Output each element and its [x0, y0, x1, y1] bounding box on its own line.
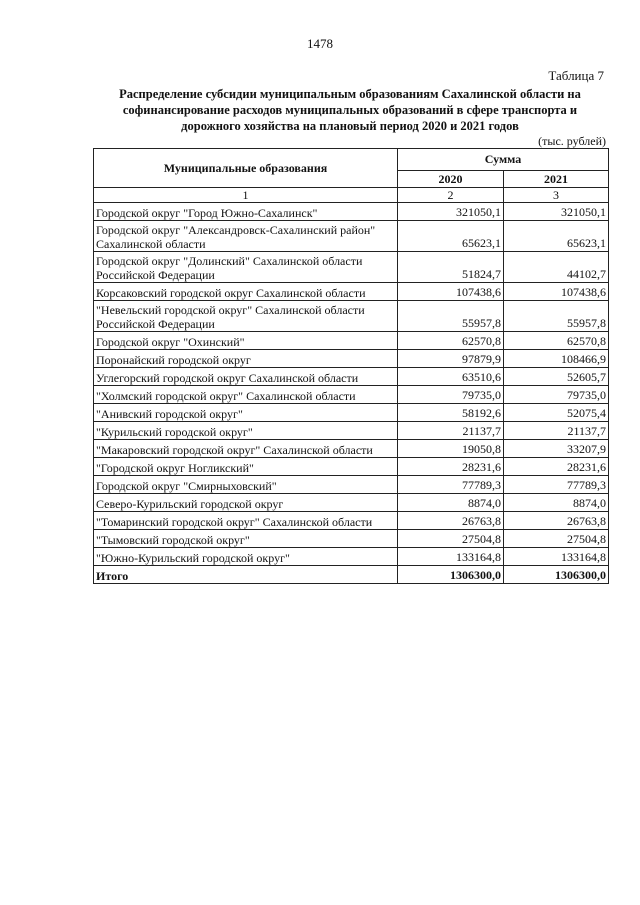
value-2021: 27504,8 [504, 530, 609, 548]
header-year-2021: 2021 [504, 171, 609, 188]
value-2021: 33207,9 [504, 440, 609, 458]
municipality-name: Городской округ "Смирныховский" [94, 476, 398, 494]
total-2020: 1306300,0 [398, 566, 504, 584]
table-row [94, 386, 609, 404]
municipality-name: Городской округ "Александровск-Сахалинский район" Сахалинской области [94, 221, 398, 252]
page-number: 1478 [307, 36, 333, 51]
table-row [94, 440, 609, 458]
table-row [94, 301, 609, 332]
document-title [100, 86, 600, 134]
value-2020: 27504,8 [398, 530, 504, 548]
table-row [94, 203, 609, 221]
column-index: 3 [504, 188, 609, 203]
value-2021: 65623,1 [504, 221, 609, 252]
municipality-name: Поронайский городской округ [94, 350, 398, 368]
table-row [94, 332, 609, 350]
value-2021: 8874,0 [504, 494, 609, 512]
value-2020: 79735,0 [398, 386, 504, 404]
table-row [94, 368, 609, 386]
value-2020: 58192,6 [398, 404, 504, 422]
table-row [94, 252, 609, 283]
value-2020: 63510,6 [398, 368, 504, 386]
table-row [94, 404, 609, 422]
value-2020: 77789,3 [398, 476, 504, 494]
subsidy-table [93, 148, 609, 584]
column-index: 2 [398, 188, 504, 203]
municipality-name: "Холмский городской округ" Сахалинской области [94, 386, 398, 404]
value-2021: 52605,7 [504, 368, 609, 386]
header-year-2020: 2020 [398, 171, 504, 188]
title-line: Распределение субсидии муниципальным образованиям Сахалинской области на [119, 87, 581, 101]
value-2021: 26763,8 [504, 512, 609, 530]
column-index: 1 [94, 188, 398, 203]
value-2020: 51824,7 [398, 252, 504, 283]
value-2021: 21137,7 [504, 422, 609, 440]
table-row [94, 530, 609, 548]
table-row [94, 350, 609, 368]
table-row [94, 494, 609, 512]
municipality-name: "Анивский городской округ" [94, 404, 398, 422]
table-row [94, 422, 609, 440]
header-sum: Сумма [398, 149, 609, 171]
column-index-row [94, 188, 609, 203]
total-label: Итого [94, 566, 398, 584]
table-body [94, 203, 609, 566]
value-2020: 28231,6 [398, 458, 504, 476]
table-row [94, 548, 609, 566]
value-2020: 19050,8 [398, 440, 504, 458]
header-municipalities: Муниципальные образования [94, 149, 398, 188]
municipality-name: Городской округ "Город Южно-Сахалинск" [94, 203, 398, 221]
value-2021: 79735,0 [504, 386, 609, 404]
table-label: Таблица 7 [548, 68, 604, 83]
value-2020: 26763,8 [398, 512, 504, 530]
table-row [94, 458, 609, 476]
value-2020: 21137,7 [398, 422, 504, 440]
value-2021: 133164,8 [504, 548, 609, 566]
total-row [94, 566, 609, 584]
value-2021: 55957,8 [504, 301, 609, 332]
value-2020: 62570,8 [398, 332, 504, 350]
value-2020: 321050,1 [398, 203, 504, 221]
table-row [94, 476, 609, 494]
municipality-name: Углегорский городской округ Сахалинской области [94, 368, 398, 386]
value-2020: 8874,0 [398, 494, 504, 512]
municipality-name: "Невельский городской округ" Сахалинской области Российской Федерации [94, 301, 398, 332]
value-2021: 321050,1 [504, 203, 609, 221]
value-2021: 28231,6 [504, 458, 609, 476]
municipality-name: "Курильский городской округ" [94, 422, 398, 440]
municipality-name: Городской округ "Долинский" Сахалинской области Российской Федерации [94, 252, 398, 283]
value-2021: 108466,9 [504, 350, 609, 368]
municipality-name: "Тымовский городской округ" [94, 530, 398, 548]
units-note: (тыс. рублей) [538, 134, 606, 148]
municipality-name: "Городской округ Ногликский" [94, 458, 398, 476]
municipality-name: Городской округ "Охинский" [94, 332, 398, 350]
municipality-name: Северо-Курильский городской округ [94, 494, 398, 512]
value-2020: 55957,8 [398, 301, 504, 332]
value-2021: 44102,7 [504, 252, 609, 283]
value-2020: 107438,6 [398, 283, 504, 301]
table-row [94, 283, 609, 301]
value-2021: 62570,8 [504, 332, 609, 350]
table-row [94, 221, 609, 252]
table-row [94, 512, 609, 530]
value-2020: 65623,1 [398, 221, 504, 252]
value-2021: 107438,6 [504, 283, 609, 301]
total-2021: 1306300,0 [504, 566, 609, 584]
municipality-name: "Южно-Курильский городской округ" [94, 548, 398, 566]
value-2021: 77789,3 [504, 476, 609, 494]
title-line: софинансирование расходов муниципальных образований в сфере транспорта и [122, 103, 578, 117]
municipality-name: "Макаровский городской округ" Сахалинской области [94, 440, 398, 458]
municipality-name: "Томаринский городской округ" Сахалинской области [94, 512, 398, 530]
title-line: дорожного хозяйства на плановый период 2020 и 2021 годов [181, 119, 519, 133]
value-2021: 52075,4 [504, 404, 609, 422]
value-2020: 133164,8 [398, 548, 504, 566]
value-2020: 97879,9 [398, 350, 504, 368]
municipality-name: Корсаковский городской округ Сахалинской области [94, 283, 398, 301]
